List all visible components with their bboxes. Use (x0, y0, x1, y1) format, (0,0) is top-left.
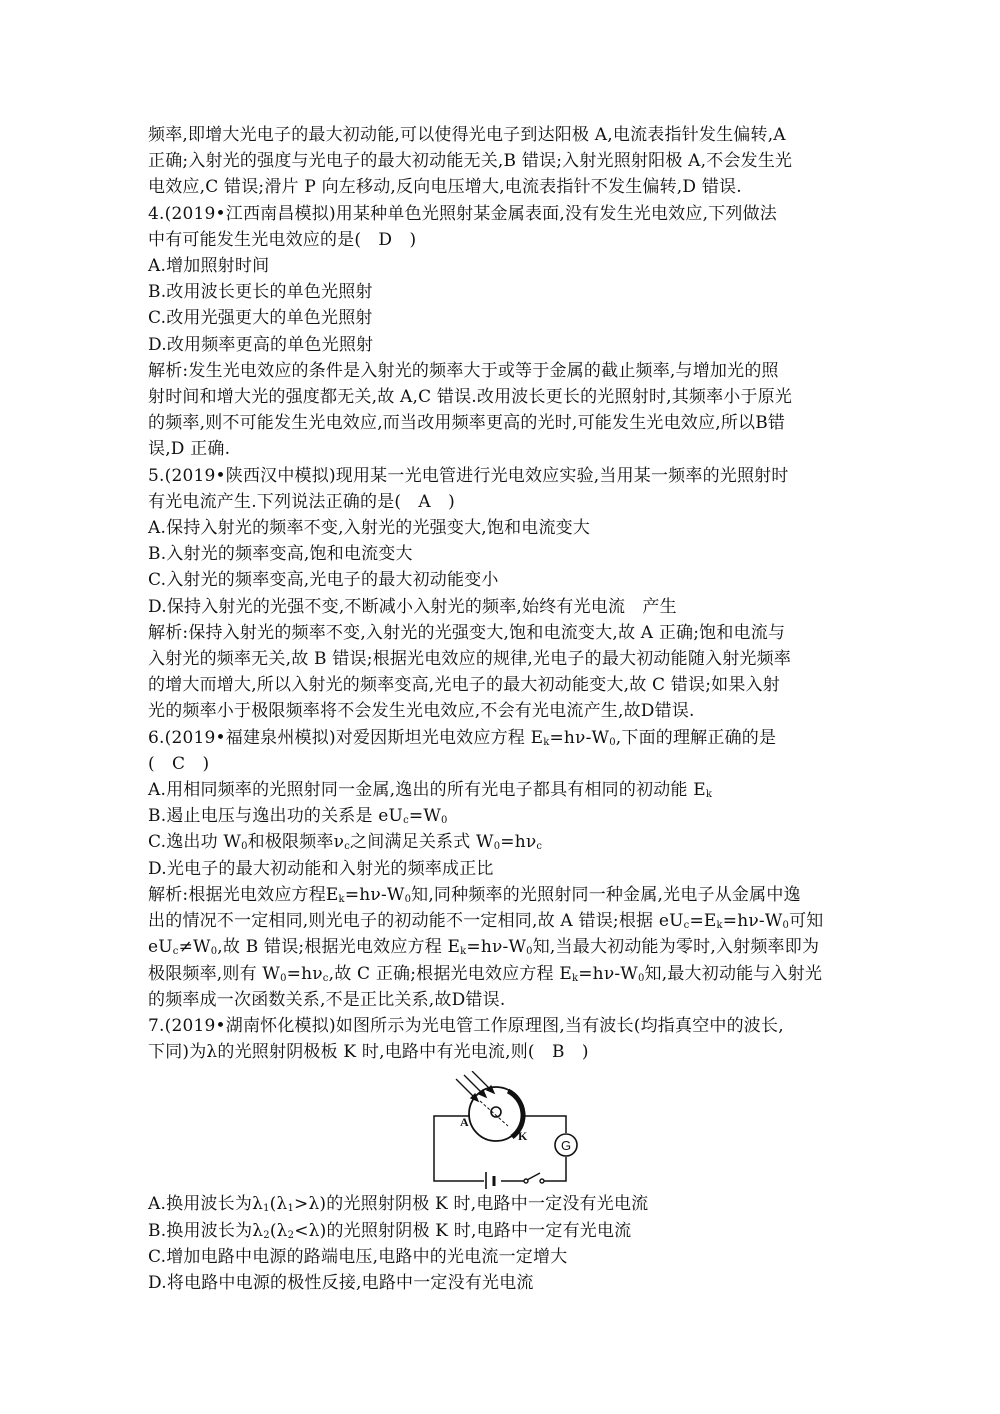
q6-analysis-line-1: 解析:根据光电效应方程$E_k=h\nu-W_0$知,同种频率的光照射同一种金属,光电子从金属中逸 (148, 884, 801, 905)
q5-option-a: A.保持入射光的频率不变,入射光的光强变大,饱和电流变大 (148, 518, 591, 539)
q5-analysis-line-3: 的增大而增大,所以入射光的频率变高,光电子的最大初动能变大,故 C 错误;如果入射 (148, 675, 780, 696)
galvanometer-label: G (560, 1138, 572, 1154)
intro-line-2: 正确;入射光的强度与光电子的最大初动能无关,B 错误;入射光照射阳极 A,不会发生光 (148, 151, 793, 172)
q6-stem-line-2: ( C ) (148, 753, 210, 774)
q5-analysis-line-4: 光的频率小于极限频率将不会发生光电效应,不会有光电流产生,故D错误. (148, 701, 695, 722)
q6-option-a: A.用相同频率的光照射同一金属,逸出的所有光电子都具有相同的初动能 $E_k$ (148, 780, 713, 801)
q4-analysis-line-1: 解析:发生光电效应的条件是入射光的频率大于或等于金属的截止频率,与增加光的照 (148, 360, 779, 381)
phototube-circuit-diagram (426, 1071, 586, 1189)
q5-option-d: D.保持入射光的光强不变,不断减小入射光的频率,始终有光电流 产生 (148, 596, 677, 617)
q5-stem-line-2: 有光电流产生.下列说法正确的是( A ) (148, 491, 455, 512)
phototube-circuit-figure (148, 1071, 858, 1189)
q5-analysis-line-2: 入射光的频率无关,故 B 错误;根据光电效应的规律,光电子的最大初动能随入射光频率 (148, 649, 792, 670)
q4-analysis-line-2: 射时间和增大光的强度都无关,故 A,C 错误.改用波长更长的光照射时,其频率小于原光 (148, 387, 793, 408)
q4-stem-line-1: 4.(2019•江西南昌模拟)用某种单色光照射某金属表面,没有发生光电效应,下列做法 (148, 203, 777, 224)
document-page (148, 122, 858, 1296)
q5-option-b: B.入射光的频率变高,饱和电流变大 (148, 544, 413, 565)
q4-stem-line-2: 中有可能发生光电效应的是( D ) (148, 229, 417, 250)
battery-symbol (486, 1172, 494, 1189)
q7-option-a: A.换用波长为$\lambda_1(\lambda_1>\lambda)$的光照射阴极 K 时,电路中一定没有光电流 (148, 1194, 649, 1215)
anode-label: A (460, 1115, 469, 1130)
q6-option-b: B.遏止电压与逸出功的关系是 $eU_c=W_0$ (148, 806, 448, 827)
q7-option-b: B.换用波长为$\lambda_2(\lambda_2<\lambda)$的光照射阴极 K 时,电路中一定有光电流 (148, 1220, 632, 1241)
q7-option-c: C.增加电路中电源的路端电压,电路中的光电流一定增大 (148, 1246, 568, 1267)
q4-analysis-line-4: 误,D 正确. (148, 439, 231, 460)
q4-option-d: D.改用频率更高的单色光照射 (148, 334, 374, 355)
circuit-wires (434, 1116, 566, 1181)
q6-analysis-line-5: 的频率成一次函数关系,不是正比关系,故D错误. (148, 989, 506, 1010)
cathode-label: K (518, 1129, 528, 1144)
q6-option-d: D.光电子的最大初动能和入射光的频率成正比 (148, 858, 494, 879)
q7-stem-line-1: 7.(2019•湖南怀化模拟)如图所示为光电管工作原理图,当有波长(均指真空中的波长, (148, 1015, 784, 1036)
q6-analysis-line-2: 出的情况不一定相同,则光电子的初动能不一定相同,故 A 错误;根据 $eU_c=E_k=h\nu-W_0$可知 (148, 911, 824, 932)
q4-option-c: C.改用光强更大的单色光照射 (148, 308, 373, 329)
q4-option-a: A.增加照射时间 (148, 256, 270, 277)
q5-analysis-line-1: 解析:保持入射光的频率不变,入射光的光强变大,饱和电流变大,故 A 正确;饱和电流与 (148, 622, 786, 643)
q7-option-d: D.将电路中电源的极性反接,电路中一定没有光电流 (148, 1272, 534, 1293)
switch-symbol (524, 1173, 544, 1183)
q5-option-c: C.入射光的频率变高,光电子的最大初动能变小 (148, 570, 499, 591)
q6-stem-line-1: 6.(2019•福建泉州模拟)对爱因斯坦光电效应方程 $E_k=h\nu-W_0$,下面的理解正确的是 (148, 727, 777, 748)
q4-analysis-line-3: 的频率,则不可能发生光电效应,而当改用频率更高的光时,可能发生光电效应,所以B错 (148, 413, 786, 434)
q6-analysis-line-4: 极限频率,则有 $W_0=h\nu_c$,故 C 正确;根据光电效应方程 $E_k=h\nu-W_0$知,最大初动能与入射光 (148, 963, 823, 984)
q4-option-b: B.改用波长更长的单色光照射 (148, 282, 373, 303)
intro-line-3: 电效应,C 错误;滑片 P 向左移动,反向电压增大,电流表指针不发生偏转,D 错误. (148, 177, 742, 198)
intro-line-1: 频率,即增大光电子的最大初动能,可以使得光电子到达阳极 A,电流表指针发生偏转,A (148, 125, 786, 145)
q7-stem-line-2: 下同)为λ的光照射阴极板 K 时,电路中有光电流,则( B ) (148, 1042, 589, 1063)
q6-analysis-line-3: $eU_c\ne W_0$,故 B 错误;根据光电效应方程 $E_k=h\nu-W_0$知,当最大初动能为零时,入射频率即为 (148, 937, 820, 958)
q5-stem-line-1: 5.(2019•陕西汉中模拟)现用某一光电管进行光电效应实验,当用某一频率的光照射时 (148, 465, 789, 486)
q6-option-c: C.逸出功 $W_0$和极限频率$\nu_c$之间满足关系式 $W_0=h\nu_c$ (148, 832, 543, 853)
